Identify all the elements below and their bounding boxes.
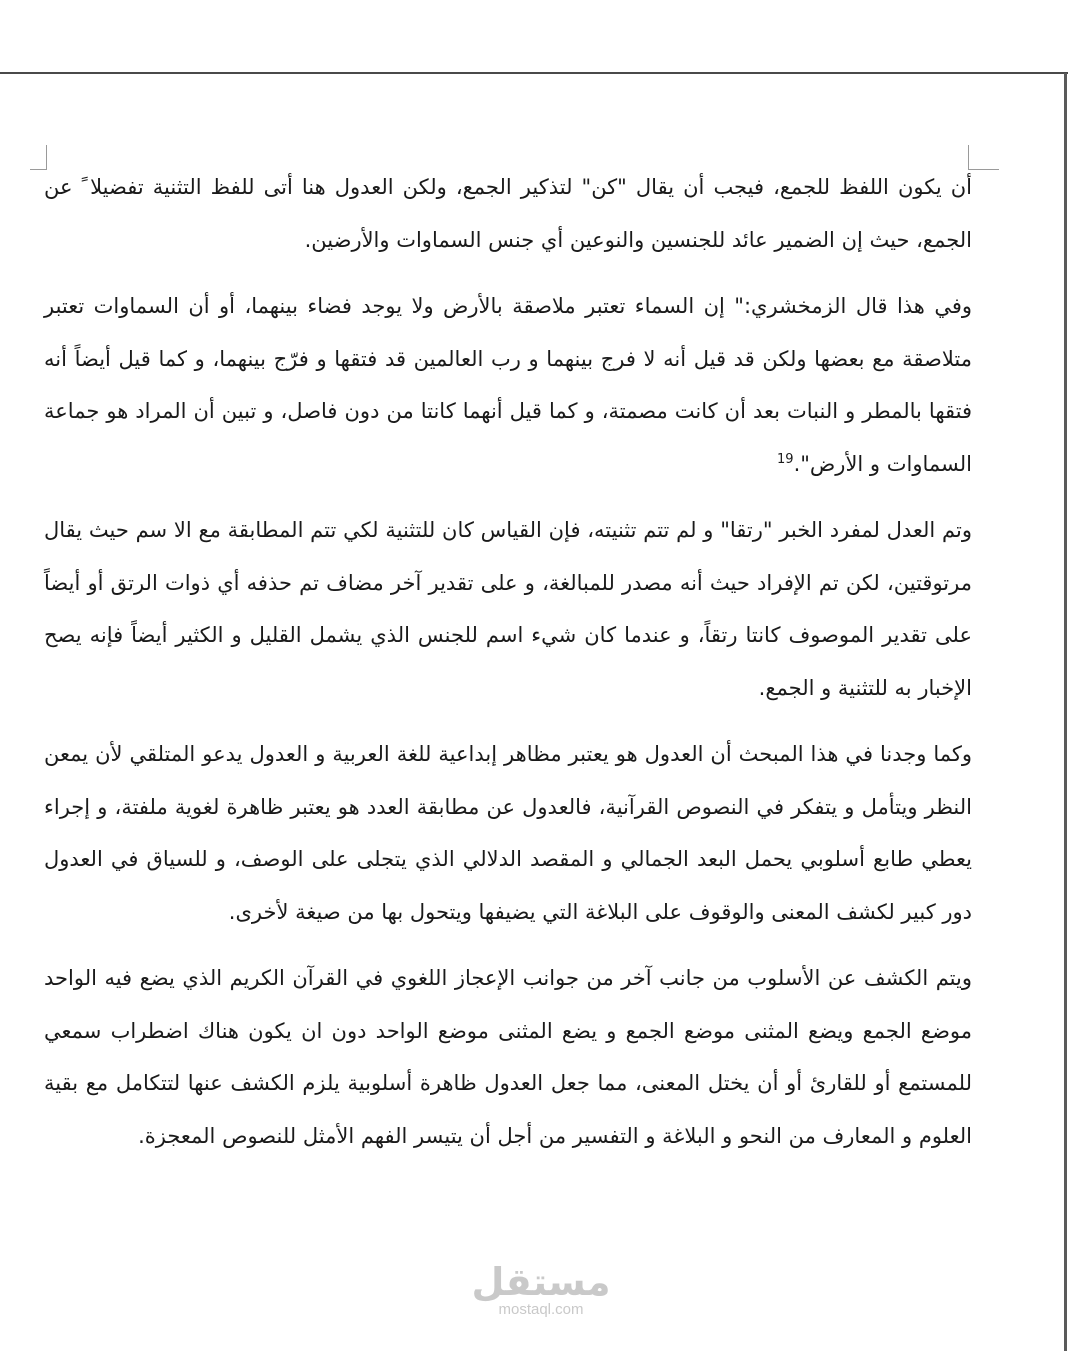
paragraph-3-text: وتم العدل لمفرد الخبر "رتقا" و لم تتم تثنيته، فإن القياس كان للتثنية لكي تتم المطابقة مع الا سم حيث يقال مرتوقتين، لكن تم الإفراد حيث أنه مصدر للمبالغة، و على تقدير آخر مضاف تم حذفه أي ذوات الرتق أو أيضاً على تقدير الموصوف كانتا رتقاً، و عندما كان شيء اسم للجنس الذي يشمل القليل و الكثير أيضاً فإنه يصح الإخبار به للتثنية و الجمع.	[44, 518, 972, 700]
paragraph-2-text: وفي هذا قال الزمخشري:" إن السماء تعتبر ملاصقة بالأرض ولا يوجد فضاء بينهما، أو أن السماوات تعتبر متلاصقة مع بعضها ولكن قد قيل أنه لا فرج بينهما و رب العالمين قد فتقها و فرّج بينهما، و كما قيل أيضاً أنه فتقها بالمطر و النبات بعد أن كانت مصمتة، و كما قيل أنهما كانتا من دون فاصل، و تبين أن المراد هو جماعة السماوات و الأرض".	[44, 294, 972, 476]
paragraph-4-text: وكما وجدنا في هذا المبحث أن العدول هو يعتبر مظاهر إبداعية للغة العربية و العدول يدعو المتلقي لأن يمعن النظر ويتأمل و يتفكر في النصوص القرآنية، فالعدول عن مطابقة العدد هو يعتبر ظاهرة لغوية ملفتة، و إجراء يعطي طابع أسلوبي يحمل البعد الجمالي و المقصد الدلالي الذي يتجلى على الوصف، و للسياق في العدول دور كبير لكشف المعنى والوقوف على البلاغة التي يضيفها ويتحول بها من صيغة لأخرى.	[44, 742, 972, 924]
watermark-logo: مستقل	[471, 1260, 611, 1304]
margin-corner-mark-right	[968, 145, 999, 170]
footnote-reference[interactable]: 19	[777, 451, 794, 467]
paragraph-2	[44, 280, 972, 490]
paragraph-3	[44, 504, 972, 714]
paragraph-5-text: ويتم الكشف عن الأسلوب من جانب آخر من جوانب الإعجاز اللغوي في القرآن الكريم الذي يضع فيه الواحد موضع الجمع ويضع المثنى موضع الجمع و يضع المثنى موضع الواحد دون ان يكون هناك اضطراب سمعي للمستمع أو للقارئ أو أن يختل المعنى، مما جعل العدول ظاهرة أسلوبية يلزم الكشف عنها لتتكامل مع بقية العلوم و المعارف من النحو و البلاغة و التفسير من أجل أن يتيسر الفهم الأمثل للنصوص المعجزة.	[44, 966, 972, 1148]
page-edge	[1064, 73, 1067, 1351]
mostaql-watermark	[466, 1262, 616, 1318]
paragraph-4	[44, 728, 972, 938]
watermark-url: mostaql.com	[498, 1301, 584, 1318]
paragraph-5	[44, 952, 972, 1162]
top-divider	[0, 72, 1068, 74]
paragraph-1-text: أن يكون اللفظ للجمع، فيجب أن يقال "كن" لتذكير الجمع، ولكن العدول هنا أتى للفظ التثنية تفضيلا ً عن الجمع، حيث إن الضمير عائد للجنسين والنوعين أي جنس السماوات والأرضين.	[44, 175, 972, 252]
paragraph-1	[44, 161, 972, 266]
document-body	[44, 161, 972, 1176]
